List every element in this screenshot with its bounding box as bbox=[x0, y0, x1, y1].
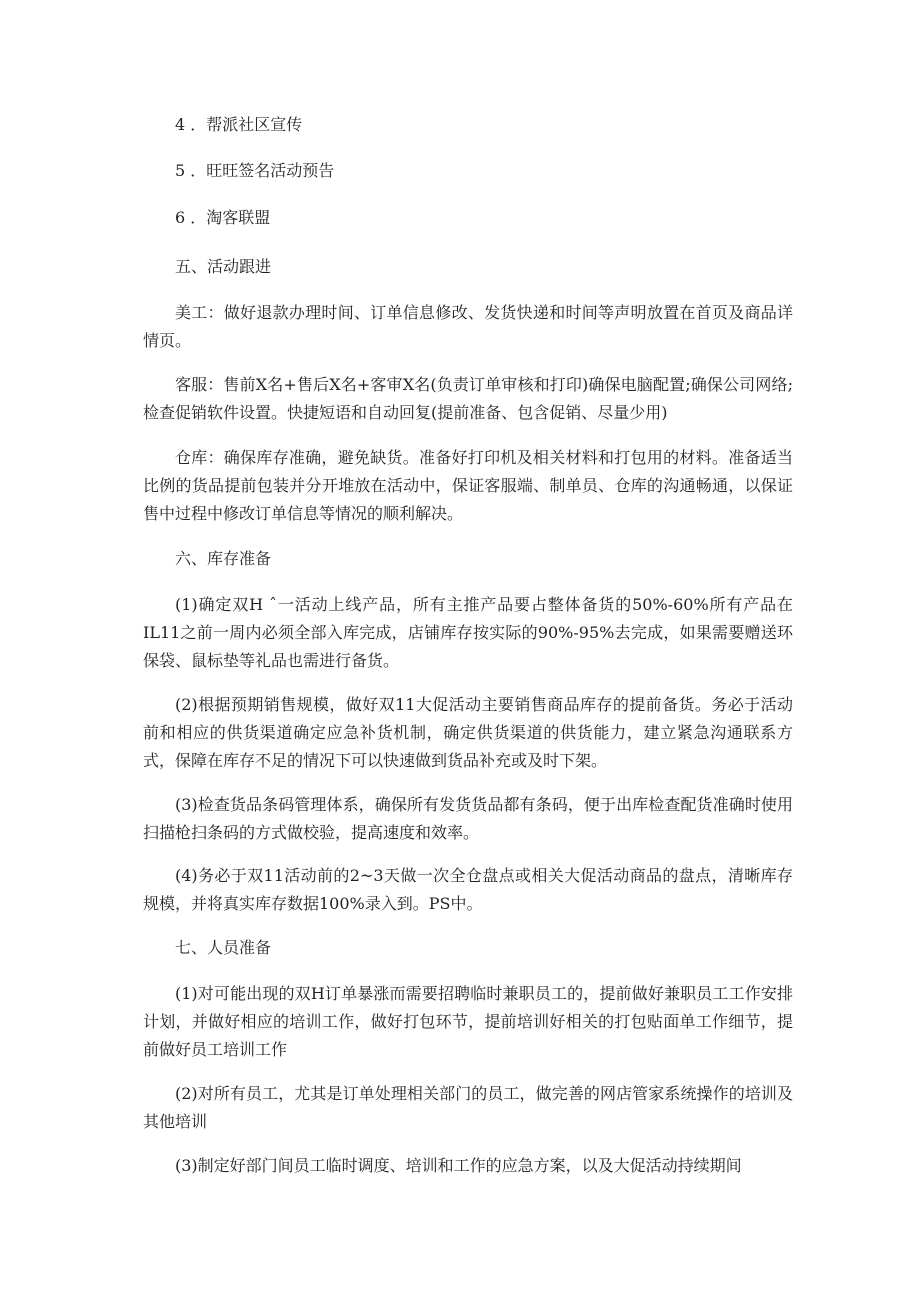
section-heading-5: 五、活动跟进 bbox=[175, 257, 272, 276]
paragraph-inventory-3: (3)检查货品条码管理体系，确保所有发货货品都有条码，便于出库检查配货准确时使用扫描枪扫条码的方式做校验，提高速度和效率。 bbox=[143, 795, 793, 842]
list-item-6: 6 ．淘客联盟 bbox=[175, 208, 271, 227]
section-heading-7: 七、人员准备 bbox=[175, 938, 272, 957]
paragraph-inventory-4: (4)务必于双11活动前的2~3天做一次全仓盘点或相关大促活动商品的盘点，清晰库存规模，并将真实库存数据100%录入到。PS中。 bbox=[143, 866, 793, 913]
list-item-5: 5 ．旺旺签名活动预告 bbox=[175, 161, 335, 180]
paragraph-inventory-1: (1)确定双H ˆ一活动上线产品，所有主推产品要占整体备货的50%-60%所有产品在IL11之前一周内必须全部入库完成，店铺库存按实际的90%-95%去完成，如果需要赠送环保袋、鼠标垫等礼品也需进行备货。 bbox=[143, 595, 793, 670]
paragraph-staff-2: (2)对所有员工，尤其是订单处理相关部门的员工，做完善的网店管家系统操作的培训及其他培训 bbox=[143, 1084, 793, 1131]
paragraph-customer-service: 客服：售前X名+售后X名+客审X名(负责订单审核和打印)确保电脑配置;确保公司网络;检查促销软件设置。快捷短语和自动回复(提前准备、包含促销、尽量少用) bbox=[143, 375, 793, 422]
list-item-4: 4 ．帮派社区宣传 bbox=[175, 115, 303, 134]
paragraph-warehouse: 仓库：确保库存准确，避免缺货。准备好打印机及相关材料和打包用的材料。准备适当比例的货品提前包装并分开堆放在活动中，保证客服端、制单员、仓库的沟通畅通，以保证售中过程中修改订单信息等情况的顺利解决。 bbox=[143, 448, 793, 523]
paragraph-staff-3: (3)制定好部门间员工临时调度、培训和工作的应急方案，以及大促活动持续期间 bbox=[175, 1156, 742, 1175]
paragraph-art-design: 美工：做好退款办理时间、订单信息修改、发货快递和时间等声明放置在首页及商品详情页。 bbox=[143, 303, 793, 350]
paragraph-inventory-2: (2)根据预期销售规模，做好双11大促活动主要销售商品库存的提前备货。务必于活动前和相应的供货渠道确定应急补货机制，确定供货渠道的供货能力，建立紧急沟通联系方式，保障在库存不足的情况下可以快速做到货品补充或及时下架。 bbox=[143, 695, 793, 770]
section-heading-6: 六、库存准备 bbox=[175, 549, 272, 568]
paragraph-staff-1: (1)对可能出现的双H订单暴涨而需要招聘临时兼职员工的，提前做好兼职员工工作安排计划，并做好相应的培训工作，做好打包环节，提前培训好相关的打包贴面单工作细节，提前做好员工培训工作 bbox=[143, 984, 793, 1059]
